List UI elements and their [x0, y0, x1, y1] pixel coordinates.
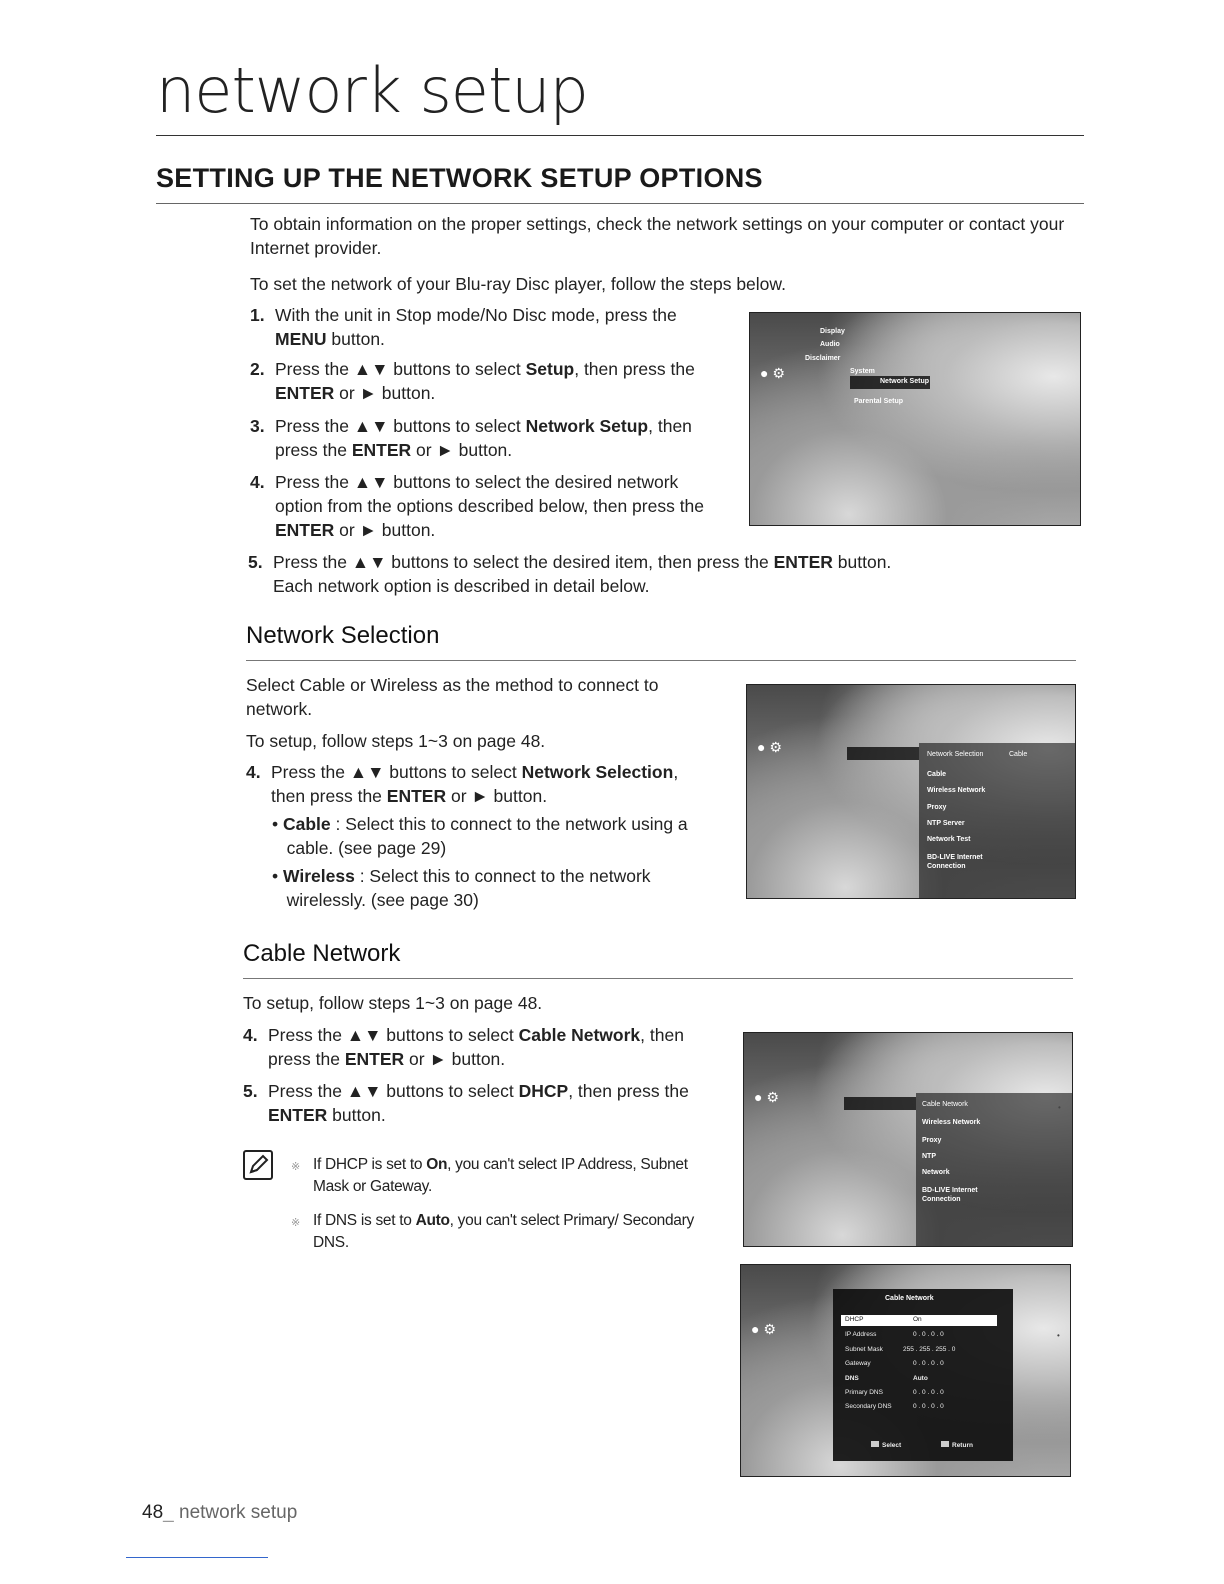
page-number: 48 [142, 1502, 164, 1523]
submenu-item: BD-LIVE Internet [927, 854, 983, 861]
intro-paragraph-1: To obtain information on the proper settings, check the network settings on your computer or contact your Internet provider. [250, 214, 1065, 258]
step-number: 1. [250, 305, 265, 325]
menu-item: Parental Setup [854, 398, 904, 405]
submenu-item: NTP Server [927, 820, 965, 827]
select-key-icon [871, 1441, 879, 1447]
submenu-item: Connection [922, 1196, 961, 1203]
screenshot-network-selection [746, 684, 1076, 899]
submenu-item: NTP [922, 1153, 936, 1160]
dialog-row-value: 255 . 255 . 255 . 0 [903, 1346, 956, 1353]
menu-item: System [850, 368, 875, 375]
dialog-row-label: Gateway [845, 1360, 871, 1367]
submenu-item: BD-LIVE Internet [922, 1187, 978, 1194]
note-1: ※ If DHCP is set to On, you can't select IP Address, Subnet Mask or Gateway. [291, 1156, 688, 1195]
footer-section: network setup [179, 1502, 298, 1523]
screenshot-cable-network: ● ⚙ Cable Network Wireless Network Proxy NTP Network BD-LIVE Internet Connection • [743, 1032, 1073, 1247]
section-divider [156, 203, 1084, 204]
menu-item: Disclaimer [805, 355, 841, 362]
settings-gear-icon: ● ⚙ [757, 739, 782, 755]
submenu-item: Cable [927, 771, 947, 778]
footer-rule [126, 1557, 268, 1558]
cable-network-paragraph: To setup, follow steps 1~3 on page 48. [243, 993, 543, 1013]
network-selection-paragraph-2: To setup, follow steps 1~3 on page 48. [246, 731, 546, 751]
subsection-title-network-selection: Network Selection [246, 622, 440, 649]
subsection-title-cable-network: Cable Network [243, 940, 401, 967]
settings-gear-icon: ● ⚙ [754, 1089, 779, 1105]
menu-selection [847, 747, 919, 760]
dialog-row-label: Primary DNS [845, 1389, 883, 1396]
submenu-value: Cable [1009, 751, 1028, 758]
submenu-item: Proxy [922, 1137, 942, 1144]
bullet-wireless: • Wireless : Select this to connect to the network wirelessly. (see page 30) [272, 866, 651, 910]
chapter-title: network setup [156, 54, 588, 127]
menu-item-selected: Network Setup [880, 378, 930, 385]
menu-item: Display [820, 328, 845, 335]
dialog-select-hint: Select [871, 1441, 901, 1449]
submenu-item: Network [922, 1169, 950, 1176]
note-bullet-icon: ※ [291, 1217, 300, 1229]
page-footer: 48_ network setup [142, 1502, 298, 1523]
bullet-cable: • Cable : Select this to connect to the network using a cable. (see page 29) [272, 814, 688, 858]
submenu-item: Connection [927, 863, 966, 870]
section-title: SETTING UP THE NETWORK SETUP OPTIONS [156, 163, 763, 193]
note-icon [243, 1150, 273, 1180]
dialog-row-value: 0 . 0 . 0 . 0 [913, 1403, 944, 1410]
chapter-divider [156, 135, 1084, 136]
settings-gear-icon: ● ⚙ [760, 365, 785, 381]
dialog-title: Cable Network [885, 1295, 934, 1302]
dialog-row-value: 0 . 0 . 0 . 0 [913, 1389, 944, 1396]
menu-selection [844, 1097, 916, 1110]
submenu-item: Wireless Network [927, 787, 986, 794]
menu-item: Audio [820, 341, 840, 348]
dialog-row-value: 0 . 0 . 0 . 0 [913, 1331, 944, 1338]
screenshot-cable-network-dialog: ● ⚙ Cable Network DHCP On IP Address 0 . 0 . 0 . 0 Subnet Mask 255 . 255 . 255 . 0 Gateway 0 . 0 . 0 . 0 DNS Auto Primary DNS 0 . 0 . 0 . 0 Secondary DNS 0 . 0 . 0 . 0 Select Return • [740, 1264, 1071, 1477]
dialog-row-label: DNS [845, 1375, 859, 1382]
subsection-divider [243, 978, 1073, 979]
dialog-row-value: Auto [913, 1375, 928, 1382]
dialog-row-value: 0 . 0 . 0 . 0 [913, 1360, 944, 1367]
submenu-item: Wireless Network [922, 1119, 981, 1126]
dialog-row-label: Secondary DNS [845, 1403, 892, 1410]
intro-paragraph-2: To set the network of your Blu-ray Disc player, follow the steps below. [250, 274, 786, 294]
return-key-icon [941, 1441, 949, 1447]
dialog-row-value: On [913, 1316, 922, 1323]
note-bullet-icon: ※ [291, 1161, 300, 1173]
submenu-item: Network Test [927, 836, 971, 843]
screenshot-setup-menu [749, 312, 1081, 526]
dialog-row-label: DHCP [845, 1316, 864, 1323]
dialog-row-label: Subnet Mask [845, 1346, 883, 1353]
settings-gear-icon: ● ⚙ [751, 1321, 776, 1337]
dialog-row-label: IP Address [845, 1331, 877, 1338]
submenu-item: Cable Network [922, 1101, 968, 1108]
note-2: ※ If DNS is set to Auto, you can't select Primary/ Secondary DNS. [291, 1212, 694, 1251]
submenu-item: Network Selection [927, 751, 984, 758]
submenu-item: Proxy [927, 804, 947, 811]
subsection-divider [246, 660, 1076, 661]
network-selection-paragraph-1: Select Cable or Wireless as the method to connect to network. [246, 675, 659, 719]
dialog-return-hint: Return [941, 1441, 973, 1449]
